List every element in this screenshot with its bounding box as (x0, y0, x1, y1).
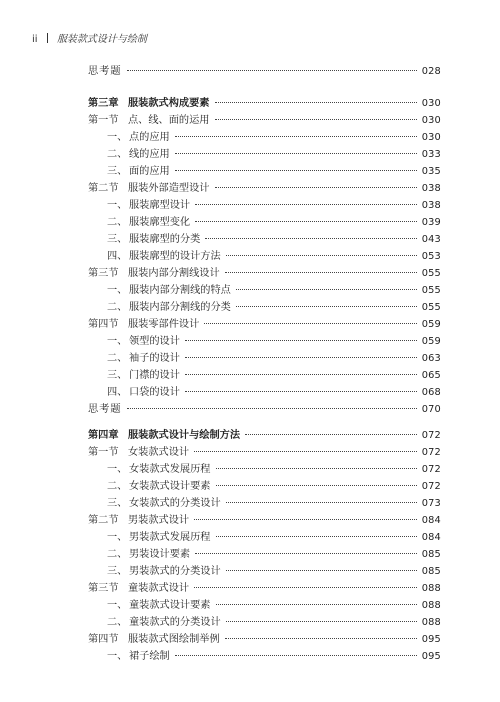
dot-leader (215, 102, 417, 103)
dot-leader (185, 340, 417, 341)
dot-leader (216, 468, 417, 469)
toc-page-number: 095 (421, 651, 441, 662)
toc-page-number: 030 (421, 132, 441, 143)
toc-page-number: 028 (421, 66, 441, 77)
toc-entry-title: 点、线、面的运用 (128, 115, 210, 126)
toc-entry-label (107, 648, 170, 665)
dot-leader (175, 655, 417, 656)
toc-entry-label (107, 333, 180, 350)
toc-page-number: 043 (421, 234, 441, 245)
toc-entry-label (107, 546, 190, 563)
toc-entry (88, 512, 441, 529)
toc-entry-number: 二、 (107, 481, 128, 492)
toc-entry-title: 服装外部造型设计 (128, 183, 210, 194)
toc-entry-title: 口袋的设计 (129, 387, 180, 398)
toc-entry (88, 95, 441, 112)
toc-entry-number: 一、 (107, 200, 128, 211)
toc-entry-number: 第三章 (88, 97, 119, 109)
toc-entry-number: 一、 (107, 532, 128, 543)
toc-page-number: 088 (421, 617, 441, 628)
toc-entry-number: 二、 (107, 149, 128, 160)
toc-entry-title: 服装款式设计与绘制方法 (128, 429, 241, 441)
toc-entry-title: 服装廓型的设计方法 (129, 251, 221, 262)
toc-entry-number: 二、 (107, 549, 128, 560)
toc-entry (88, 401, 441, 418)
toc-entry-number: 一、 (107, 132, 128, 143)
toc-entry-number: 一、 (107, 336, 128, 347)
toc-entry (107, 478, 441, 495)
toc-page-number: 085 (421, 566, 441, 577)
toc-entry-label (107, 350, 180, 367)
toc-entry-title: 男装款式发展历程 (129, 532, 211, 543)
toc-page-number: 059 (421, 319, 441, 330)
dot-leader (194, 519, 417, 520)
page-folio: ii (32, 34, 38, 45)
toc-entry (88, 63, 441, 80)
toc-entry-title: 思考题 (88, 66, 122, 77)
toc-entry-label (107, 231, 200, 248)
dot-leader (204, 323, 416, 324)
toc-entry-label (88, 444, 189, 461)
toc-page-number: 095 (421, 634, 441, 645)
toc-entry-title: 男装设计要素 (129, 549, 191, 560)
toc-entry-label (107, 248, 221, 265)
dot-leader (226, 621, 417, 622)
dot-leader (195, 204, 417, 205)
dot-leader (175, 136, 417, 137)
toc-page-number: 030 (421, 115, 441, 126)
toc-entry (107, 384, 441, 401)
toc-page-number: 030 (421, 98, 441, 109)
toc-entry (107, 129, 441, 146)
toc-page-number: 059 (421, 336, 441, 347)
dot-leader (225, 638, 417, 639)
toc-entry-label (88, 316, 199, 333)
toc-entry-number: 第一节 (88, 447, 119, 458)
toc-entry-number: 第二节 (88, 515, 119, 526)
toc-page-number: 038 (421, 183, 441, 194)
toc-page-number: 072 (421, 430, 441, 441)
toc-entry-title: 童装款式设计 (128, 583, 190, 594)
toc-entry-label (88, 580, 189, 597)
toc-entry-number: 第四节 (88, 634, 119, 645)
toc-page-number: 053 (421, 251, 441, 262)
toc-entry-title: 服装廓型变化 (129, 217, 191, 228)
toc-entry-number: 四、 (107, 387, 128, 398)
toc-entry-label (88, 401, 122, 418)
toc-entry-number: 二、 (107, 353, 128, 364)
dot-leader (225, 272, 417, 273)
toc-entry-title: 思考题 (88, 404, 122, 415)
dot-leader (127, 70, 417, 71)
toc-entry (88, 316, 441, 333)
dot-leader (236, 289, 417, 290)
toc-entry-label (88, 427, 240, 444)
toc-page-number: 038 (421, 200, 441, 211)
dot-leader (205, 238, 416, 239)
toc-entry (107, 597, 441, 614)
toc-entry (88, 265, 441, 282)
toc-entry-label (107, 163, 170, 180)
toc-entry-label (88, 512, 189, 529)
toc-entry-label (107, 146, 170, 163)
toc-entry-label (107, 214, 190, 231)
toc-entry (107, 197, 441, 214)
toc-entry-title: 领型的设计 (129, 336, 180, 347)
toc-entry-label (107, 282, 231, 299)
dot-leader (215, 119, 417, 120)
toc-page-number: 035 (421, 166, 441, 177)
toc-entry-label (107, 614, 221, 631)
toc-entry (107, 529, 441, 546)
toc-entry-number: 二、 (107, 302, 128, 313)
toc-entry-number: 第四节 (88, 319, 119, 330)
toc-entry (107, 248, 441, 265)
toc-entry-number: 一、 (107, 464, 128, 475)
toc-entry (107, 614, 441, 631)
toc-entry-label (107, 597, 211, 614)
toc-entry (107, 214, 441, 231)
toc-entry (107, 299, 441, 316)
toc-entry-label (107, 299, 231, 316)
toc-page-number: 039 (421, 217, 441, 228)
toc-entry-title: 服装廓型的分类 (129, 234, 201, 245)
toc-entry (107, 648, 441, 665)
toc-page-number: 084 (421, 515, 441, 526)
toc-entry-label (88, 95, 210, 112)
toc-page-number: 068 (421, 387, 441, 398)
dot-leader (185, 357, 417, 358)
dot-leader (245, 434, 417, 435)
toc-page-number: 073 (421, 498, 441, 509)
toc-entry-label (88, 63, 122, 80)
toc-page-number: 072 (421, 464, 441, 475)
toc-entry (88, 444, 441, 461)
toc-entry (107, 163, 441, 180)
toc-entry-title: 女装款式设计 (128, 447, 190, 458)
dot-leader (185, 391, 417, 392)
toc-entry-title: 服装内部分割线设计 (128, 268, 220, 279)
toc-entry-title: 服装零部件设计 (128, 319, 200, 330)
toc-entry-number: 三、 (107, 498, 128, 509)
toc-entry (107, 333, 441, 350)
toc-entry-title: 裙子绘制 (129, 651, 170, 662)
toc-entry (107, 461, 441, 478)
toc-entry-label (107, 384, 180, 401)
toc-page-number: 085 (421, 549, 441, 560)
toc-entry-title: 男装款式的分类设计 (129, 566, 221, 577)
dot-leader (236, 306, 417, 307)
toc-page-number: 088 (421, 583, 441, 594)
dot-leader (175, 170, 417, 171)
toc-entry-number: 一、 (107, 285, 128, 296)
toc-entry-title: 女装款式设计要素 (129, 481, 211, 492)
toc-entry (107, 546, 441, 563)
toc-entry-number: 二、 (107, 217, 128, 228)
toc-entry-number: 三、 (107, 370, 128, 381)
toc-entry-label (107, 461, 211, 478)
dot-leader (195, 553, 417, 554)
toc-entry-number: 四、 (107, 251, 128, 262)
dot-leader (226, 255, 417, 256)
dot-leader (216, 536, 417, 537)
toc-entry-number: 第三节 (88, 268, 119, 279)
toc-entry (107, 367, 441, 384)
toc-entry (107, 563, 441, 580)
book-title: 服装款式设计与绘制 (56, 34, 147, 45)
toc-page-number: 063 (421, 353, 441, 364)
toc-entry (107, 231, 441, 248)
dot-leader (215, 187, 417, 188)
toc-entry-title: 女装款式发展历程 (129, 464, 211, 475)
toc-entry-number: 一、 (107, 600, 128, 611)
toc-entry-title: 童装款式的分类设计 (129, 617, 221, 628)
dot-leader (226, 570, 417, 571)
toc-entry-label (88, 112, 210, 129)
toc-page-number: 088 (421, 600, 441, 611)
toc-entry-title: 线的应用 (129, 149, 170, 160)
toc-entry-number: 一、 (107, 651, 128, 662)
toc-entry-label (88, 265, 220, 282)
toc-entry-label (107, 129, 170, 146)
dot-leader (226, 502, 417, 503)
toc-entry (88, 580, 441, 597)
toc-entry-title: 服装款式图绘制举例 (128, 634, 220, 645)
toc-entry-title: 服装内部分割线的分类 (129, 302, 231, 313)
toc-page-number: 055 (421, 268, 441, 279)
dot-leader (185, 374, 417, 375)
toc-entry-title: 服装廓型设计 (129, 200, 191, 211)
toc-page-number: 084 (421, 532, 441, 543)
toc-page-number: 065 (421, 370, 441, 381)
dot-leader (216, 604, 417, 605)
toc-entry-label (88, 180, 210, 197)
toc-entry (88, 112, 441, 129)
toc-entry-label (107, 197, 190, 214)
dot-leader (127, 408, 417, 409)
toc-entry (107, 350, 441, 367)
toc-entry-number: 三、 (107, 166, 128, 177)
toc-entry (107, 282, 441, 299)
toc-entry (88, 180, 441, 197)
toc-entry-label (107, 478, 211, 495)
toc-entry-number: 第四章 (88, 429, 119, 441)
toc-page-number: 072 (421, 481, 441, 492)
dot-leader (194, 451, 417, 452)
toc-entry-label (107, 495, 221, 512)
dot-leader (216, 485, 417, 486)
toc-entry-label (88, 631, 220, 648)
toc-entry-number: 第一节 (88, 115, 119, 126)
toc-entry-title: 女装款式的分类设计 (129, 498, 221, 509)
toc-entry-label (107, 563, 221, 580)
toc-entry (88, 427, 441, 444)
dot-leader (195, 221, 417, 222)
toc-entry-title: 点的应用 (129, 132, 170, 143)
toc-entry-title: 门襟的设计 (129, 370, 180, 381)
dot-leader (194, 587, 417, 588)
toc-page-number: 070 (421, 404, 441, 415)
toc-entry-title: 服装内部分割线的特点 (129, 285, 231, 296)
dot-leader (175, 153, 417, 154)
toc-page-number: 033 (421, 149, 441, 160)
toc-entry-number: 第二节 (88, 183, 119, 194)
toc-entry-title: 服装款式构成要素 (128, 97, 210, 109)
toc-entry-number: 第三节 (88, 583, 119, 594)
toc-entry-label (107, 367, 180, 384)
toc-entry-title: 袖子的设计 (129, 353, 180, 364)
toc-entry-title: 面的应用 (129, 166, 170, 177)
toc-entry-title: 童装款式设计要素 (129, 600, 211, 611)
toc-entry (107, 146, 441, 163)
toc-entry-label (107, 529, 211, 546)
toc-entry-number: 二、 (107, 617, 128, 628)
toc-entry-title: 男装款式设计 (128, 515, 190, 526)
toc-page-number: 055 (421, 302, 441, 313)
toc-page-number: 055 (421, 285, 441, 296)
toc-page-number: 072 (421, 447, 441, 458)
toc-entry-number: 三、 (107, 234, 128, 245)
toc-entry-number: 三、 (107, 566, 128, 577)
toc-entry (88, 631, 441, 648)
toc-entry (107, 495, 441, 512)
